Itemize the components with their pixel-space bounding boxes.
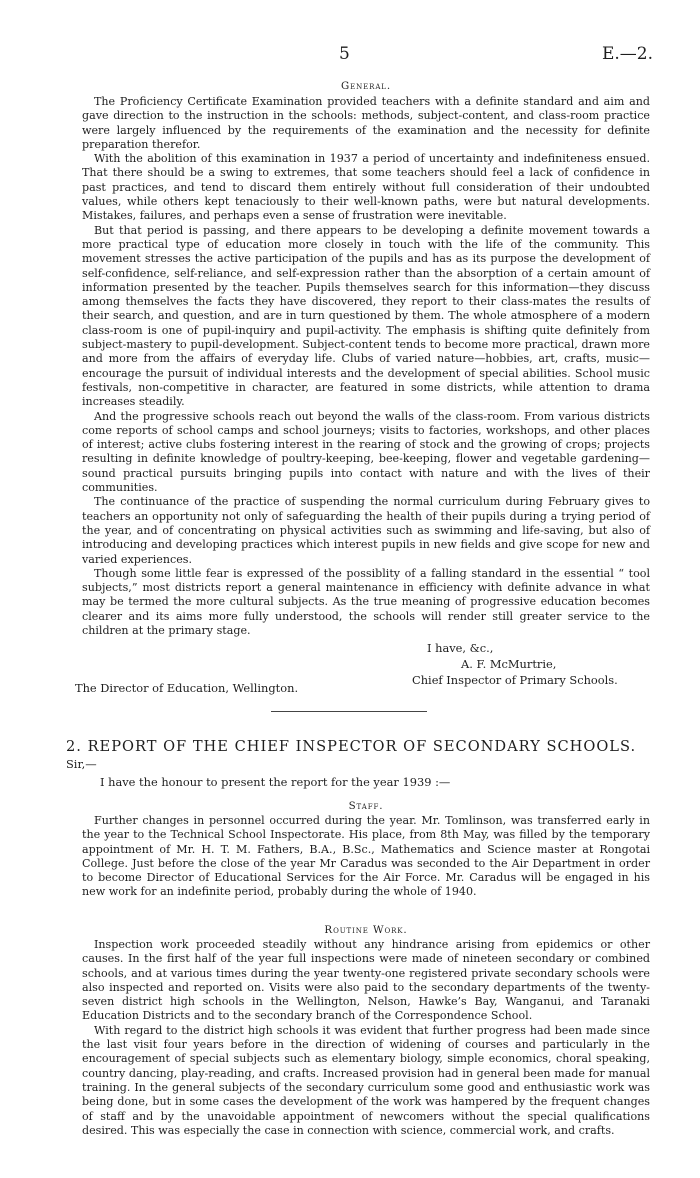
salutation: Sir,— bbox=[66, 757, 97, 771]
paragraph: The Proficiency Certificate Examination provided teachers with a definite standard and aim and gave direction to the instruction in the schools: methods, subject-content, and class-room practice were largely influenced by the requirements of the examination and the necessity for definite preparation therefor. bbox=[82, 95, 650, 151]
report-intro: I have the honour to present the report for the year 1939 :— bbox=[100, 775, 451, 789]
section-heading-general: General. bbox=[340, 80, 392, 92]
addressee: The Director of Education, Wellington. bbox=[75, 681, 299, 695]
report-title: 2. REPORT OF THE CHIEF INSPECTOR OF SECONDARY SCHOOLS. bbox=[66, 738, 637, 755]
paragraph: Further changes in personnel occurred during the year. Mr. Tomlinson, was transferred early in the year to the Technical School Inspectorate. His place, from 8th May, was filled by the temporary appointment of Mr. H. T. M. Fathers, B.A., B.Sc., Mathematics and Science master at Rongotai College. Just before the close of the year Mr Caradus was seconded to the Air Department in order to become Director of Educational Services for the Air Force. Mr. Caradus will be engaged in his new work for an indefinite period, probably during the whole of 1940. bbox=[82, 814, 650, 899]
signature-title: Chief Inspector of Primary Schools. bbox=[412, 673, 618, 687]
page-number: 5 bbox=[339, 44, 350, 64]
staff-section-body bbox=[82, 814, 650, 900]
paragraph: With regard to the district high schools it was evident that further progress had been made since the last visit four years before in the direction of widening of courses and particularly in the encouragement of special subjects such as elementary biology, simple economics, choral speaking, country dancing, play-reading, and crafts. Increased provision had in general been made for manual training. In the general subjects of the secondary curriculum some good and enthusiastic work was being done, but in some cases the development of the work was hampered by the frequent changes of staff and by the unavoidable appointment of newcomers without the special qualifications desired. This was especially the case in connection with science, commercial work, and crafts. bbox=[82, 1023, 650, 1137]
section-heading-staff: Staff. bbox=[348, 800, 384, 812]
signature-closing: I have, &c., bbox=[427, 641, 494, 655]
general-section-body bbox=[82, 95, 650, 638]
section-heading-routine-work: Routine Work. bbox=[324, 924, 408, 936]
paragraph: Though some little fear is expressed of the possiblity of a falling standard in the essential “ tool subjects,” most districts report a general maintenance in efficiency with definite advance in what may be termed the more cultural subjects. As the true meaning of progressive education becomes clearer and its aims more fully understood, the schools will render still greater service to the children at the primary stage. bbox=[82, 566, 650, 637]
section-divider bbox=[271, 711, 427, 712]
document-code: E.—2. bbox=[601, 44, 653, 64]
paragraph: But that period is passing, and there appears to be developing a definite movement towards a more practical type of education more closely in touch with the life of the community. This movement stresses the active participation of the pupils and has as its purpose the development of self-confidence, self-reliance, and self-expression rather than the absorption of a certain amount of information presented by the teacher. Pupils themselves search for this information—they discuss among themselves the facts they have discovered, they report to their class-mates the results of their search, and question, and are in turn questioned by them. The whole atmosphere of a modern class-room is one of pupil-inquiry and pupil-activity. The emphasis is shifting quite definitely from subject-mastery to pupil-development. Subject-content tends to become more practical, drawn more and more from the affairs of everyday life. Clubs of varied nature—hobbies, art, crafts, music—encourage the pursuit of individual interests and the development of special abilities. School music festivals, non-competitive in character, are featured in some districts, while attention to drama increases steadily. bbox=[82, 223, 650, 409]
paragraph: With the abolition of this examination in 1937 a period of uncertainty and indefiniteness ensued. That there should be a swing to extremes, that some teachers should feel a lack of confidence in past practices, and tend to discard them entirely without full consideration of their undoubted values, while others kept tenaciously to their well-known paths, were but natural developments. Mistakes, failures, and perhaps even a sense of frustration were inevitable. bbox=[82, 152, 650, 223]
routine-work-section-body bbox=[82, 938, 650, 1138]
paragraph: Inspection work proceeded steadily without any hindrance arising from epidemics or other causes. In the first half of the year full inspections were made of nineteen secondary or combined schools, and at various times during the year twenty-one registered private secondary schools were also inspected and reported on. Visits were also paid to the secondary departments of the twenty-seven district high schools in the Wellington, Nelson, Hawke’s Bay, Wanganui, and Taranaki Education Districts and to the secondary branch of the Correspondence School. bbox=[82, 938, 650, 1023]
paragraph: The continuance of the practice of suspending the normal curriculum during February gives to teachers an opportunity not only of safeguarding the health of their pupils during a trying period of the year, and of concentrating on physical activities such as swimming and life-saving, but also of introducing and developing practices which interest pupils in new fields and give scope for new and varied experiences. bbox=[82, 495, 650, 566]
paragraph: And the progressive schools reach out beyond the walls of the class-room. From various districts come reports of school camps and school journeys; visits to factories, workshops, and other places of interest; active clubs fostering interest in the rearing of stock and the growing of crops; projects resulting in definite knowledge of poultry-keeping, bee-keeping, flower and vegetable gardening—sound practical pursuits bringing pupils into contact with nature and with the lives of their communities. bbox=[82, 409, 650, 495]
signature-name: A. F. McMurtrie, bbox=[461, 657, 557, 671]
